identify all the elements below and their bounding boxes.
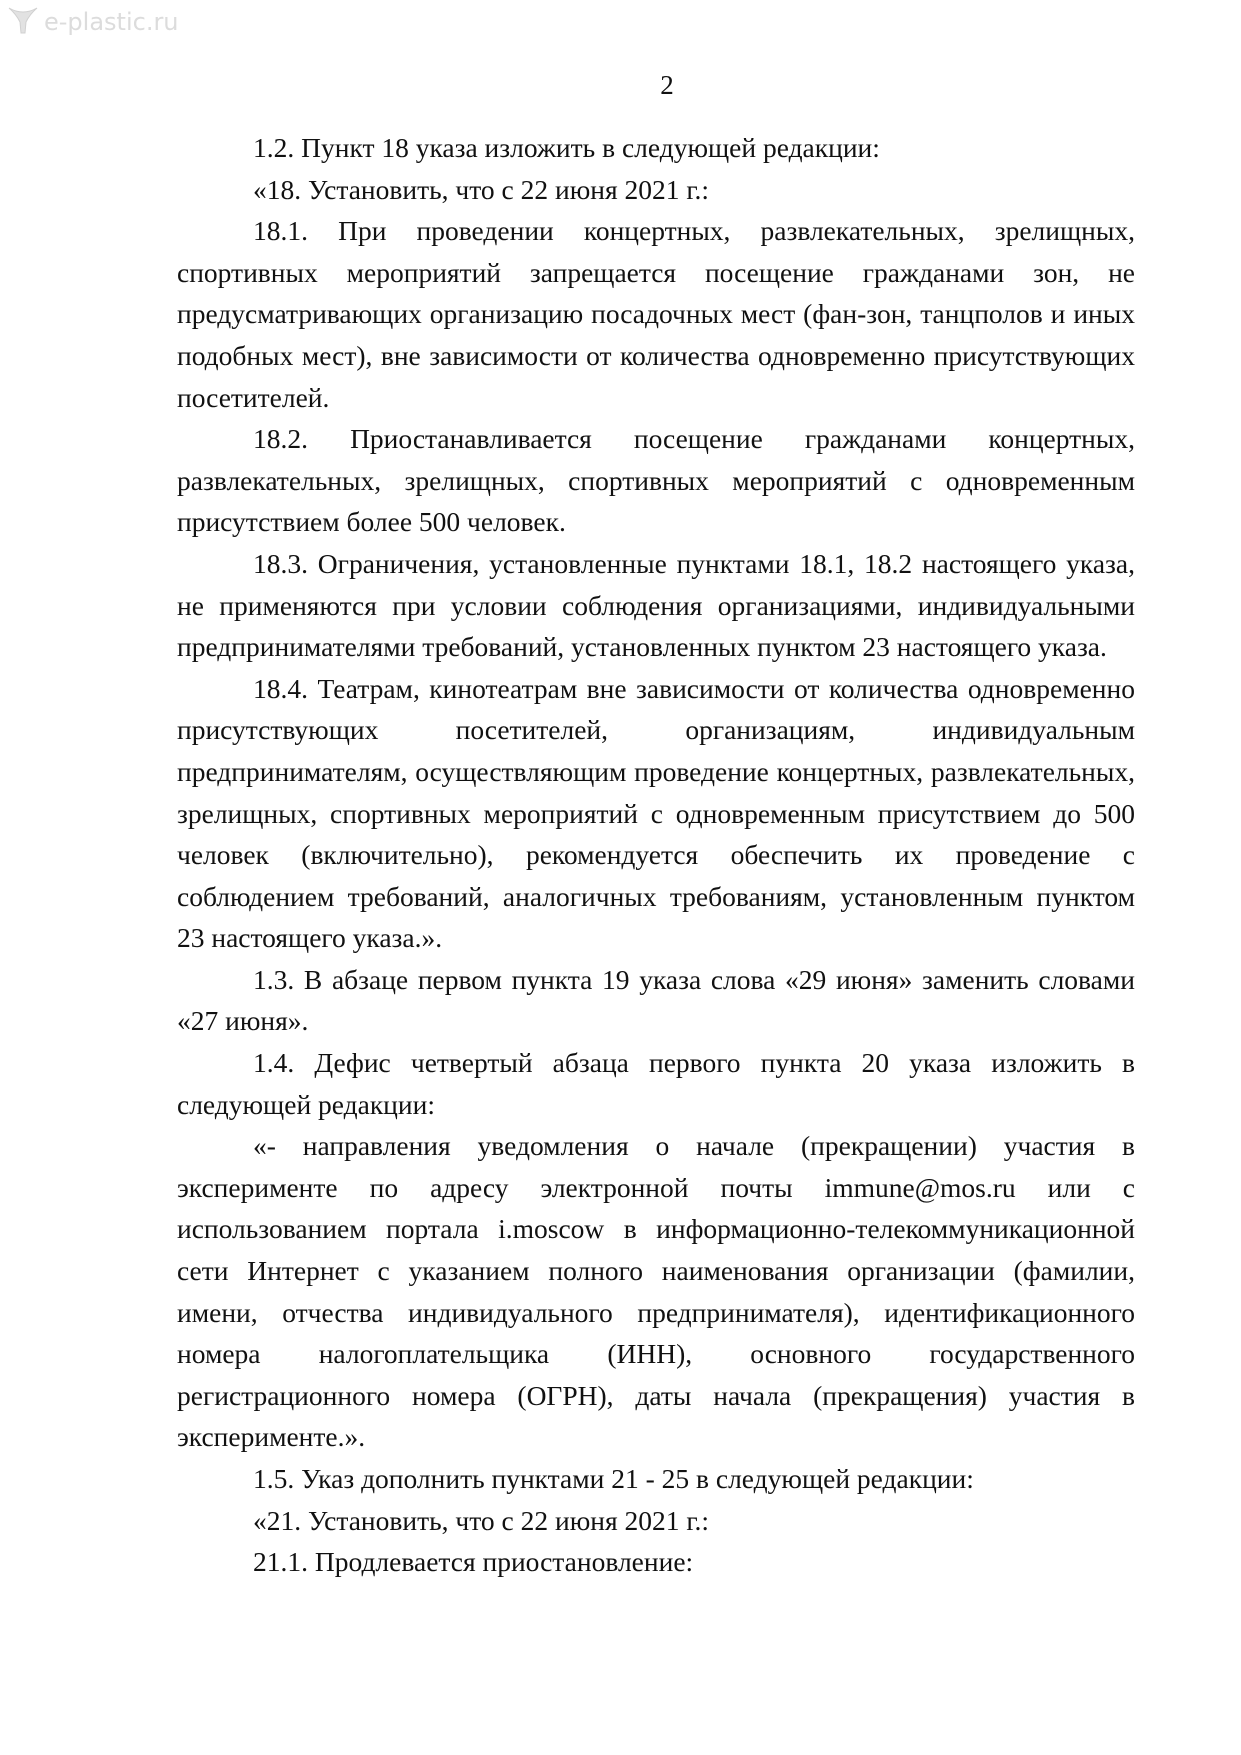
watermark bbox=[6, 4, 179, 40]
paragraph-1-3: 1.3. В абзаце первом пункта 19 указа слова «29 июня» заменить словами «27 июня». bbox=[177, 963, 1135, 1037]
paragraph-18: «18. Установить, что с 22 июня 2021 г.: bbox=[253, 173, 710, 205]
paragraph-1-2: 1.2. Пункт 18 указа изложить в следующей редакции: bbox=[253, 132, 880, 163]
paragraph-18-2: 18.2. Приостанавливается посещение гражданами концертных, развлекательных, зрелищных, спортивных мероприятий с одновременным присутствием более 500 человек. bbox=[177, 423, 1135, 538]
paragraph-18-3: 18.3. Ограничения, установленные пунктами 18.1, 18.2 настоящего указа, не применяются при условии соблюдения организациями, индивидуальными предпринимателями требований, установленных пунктом 23 настоящего указа. bbox=[177, 547, 1135, 663]
paragraph-1-4: 1.4. Дефис четвертый абзаца первого пункта 20 указа изложить в следующей редакции: bbox=[177, 1047, 1135, 1120]
paragraph-21: «21. Установить, что с 22 июня 2021 г.: bbox=[253, 1504, 710, 1536]
document-body bbox=[177, 127, 1135, 1583]
logo-icon bbox=[6, 2, 40, 42]
paragraph-18-4: 18.4. Театрам, кинотеатрам вне зависимости от количества одновременно присутствующих посетителей, организациям, индивидуальным предпринимателям, осуществляющим проведение концертных, развлекательных, зрелищных, спортивных мероприятий с одновременным присутствием до 500 человек (включительно), рекомендуется обеспечить их проведение с соблюдением требований, аналогичных требованиям, установленным пунктом 23 настоящего указа.». bbox=[177, 672, 1135, 954]
paragraph-hyphen-quote: «- направления уведомления о начале (прекращении) участия в эксперименте по адресу электронной почты immune@mos.ru или с использованием портала i.moscow в информационно-телекоммуникационной сети Интернет с указанием полного наименования организации (фамилии, имени, отчества индивидуального предпринимателя), идентификационного номера налогоплательщика (ИНН), основного государственного регистрационного номера (ОГРН), даты начала (прекращения) участия в эксперименте.». bbox=[177, 1130, 1135, 1453]
watermark-text: e-plastic.ru bbox=[44, 8, 179, 36]
paragraph-21-1: 21.1. Продлевается приостановление: bbox=[253, 1546, 694, 1578]
paragraph-18-1: 18.1. При проведении концертных, развлекательных, зрелищных, спортивных мероприятий запрещается посещение гражданами зон, не предусматривающих организацию посадочных мест (фан-зон, танцполов и иных подобных мест), вне зависимости от количества одновременно присутствующих посетителей. bbox=[177, 215, 1135, 413]
paragraph-1-5: 1.5. Указ дополнить пунктами 21 - 25 в следующей редакции: bbox=[253, 1463, 974, 1494]
page-number: 2 bbox=[660, 70, 674, 100]
